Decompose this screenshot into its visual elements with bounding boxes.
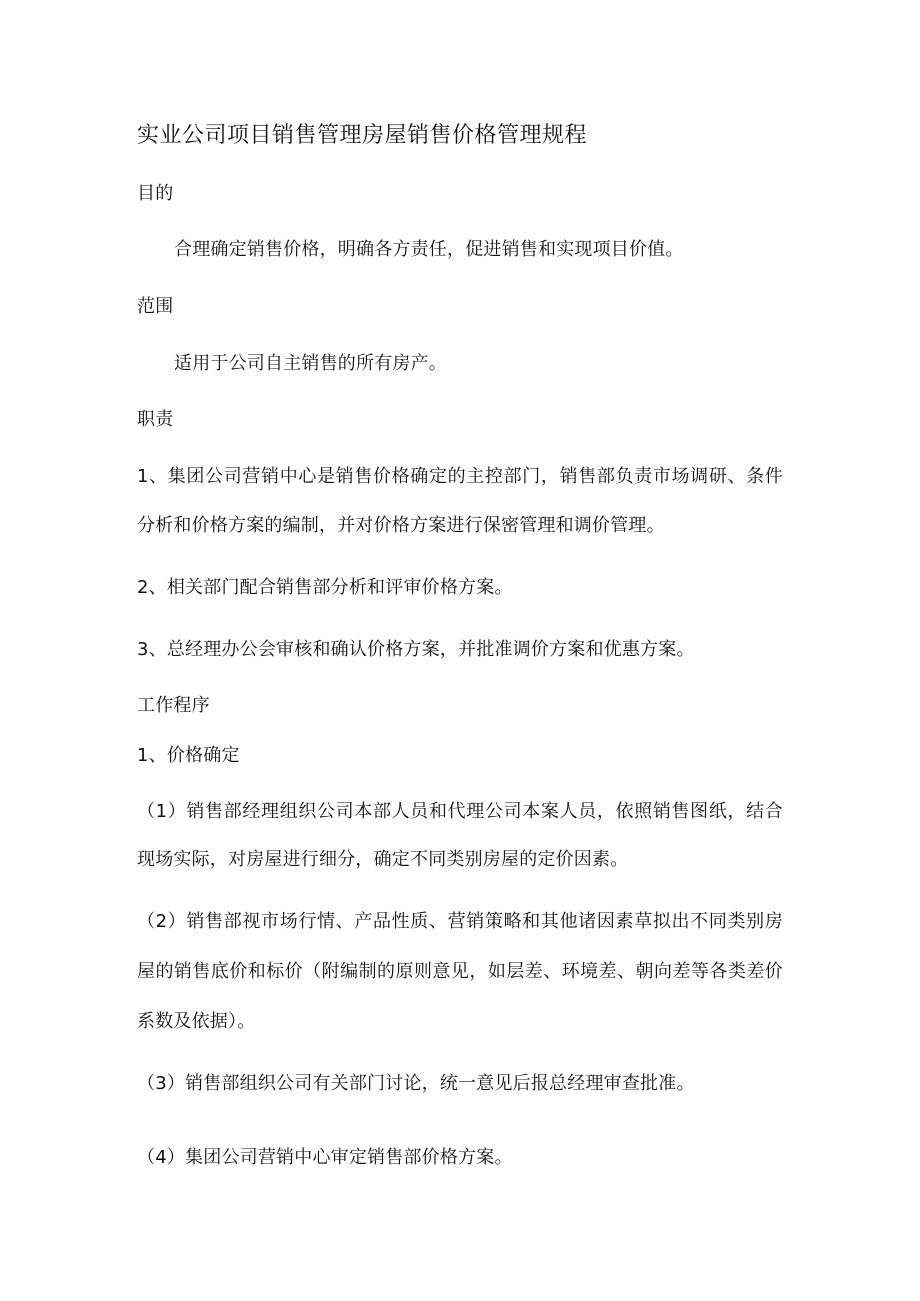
step-4: （4）集团公司营销中心审定销售部价格方案。 [137,1147,513,1168]
step-3: （3）销售部组织公司有关部门讨论，统一意见后报总经理审查批准。 [137,1073,695,1094]
scope-heading: 范围 [137,296,174,317]
step-1-line-1: （1）销售部经理组织公司本部人员和代理公司本案人员，依照销售图纸，结合 [137,801,783,822]
price-determination-heading: 1、价格确定 [137,745,240,766]
responsibilities-heading: 职责 [137,409,174,430]
scope-text: 适用于公司自主销售的所有房产。 [174,353,447,374]
procedure-heading: 工作程序 [137,695,210,716]
step-2-line-1: （2）销售部视市场行情、产品性质、营销策略和其他诸因素草拟出不同类别房 [137,911,783,932]
step-2-line-2: 屋的销售底价和标价（附编制的原则意见，如层差、环境差、朝向差等各类差价 [137,961,783,982]
purpose-heading: 目的 [137,183,174,204]
responsibility-item-2: 2、相关部门配合销售部分析和评审价格方案。 [137,577,513,598]
purpose-text: 合理确定销售价格，明确各方责任，促进销售和实现项目价值。 [174,239,684,260]
responsibility-item-1-line-2: 分析和价格方案的编制，并对价格方案进行保密管理和调价管理。 [137,515,665,536]
step-1-line-2: 现场实际，对房屋进行细分，确定不同类别房屋的定价因素。 [137,849,629,870]
responsibility-item-3: 3、总经理办公会审核和确认价格方案，并批准调价方案和优惠方案。 [137,639,695,660]
step-2-line-3: 系数及依据）。 [137,1011,256,1032]
responsibility-item-1-line-1: 1、集团公司营销中心是销售价格确定的主控部门，销售部负责市场调研、条件 [137,466,783,487]
document-title: 实业公司项目销售管理房屋销售价格管理规程 [137,123,588,148]
